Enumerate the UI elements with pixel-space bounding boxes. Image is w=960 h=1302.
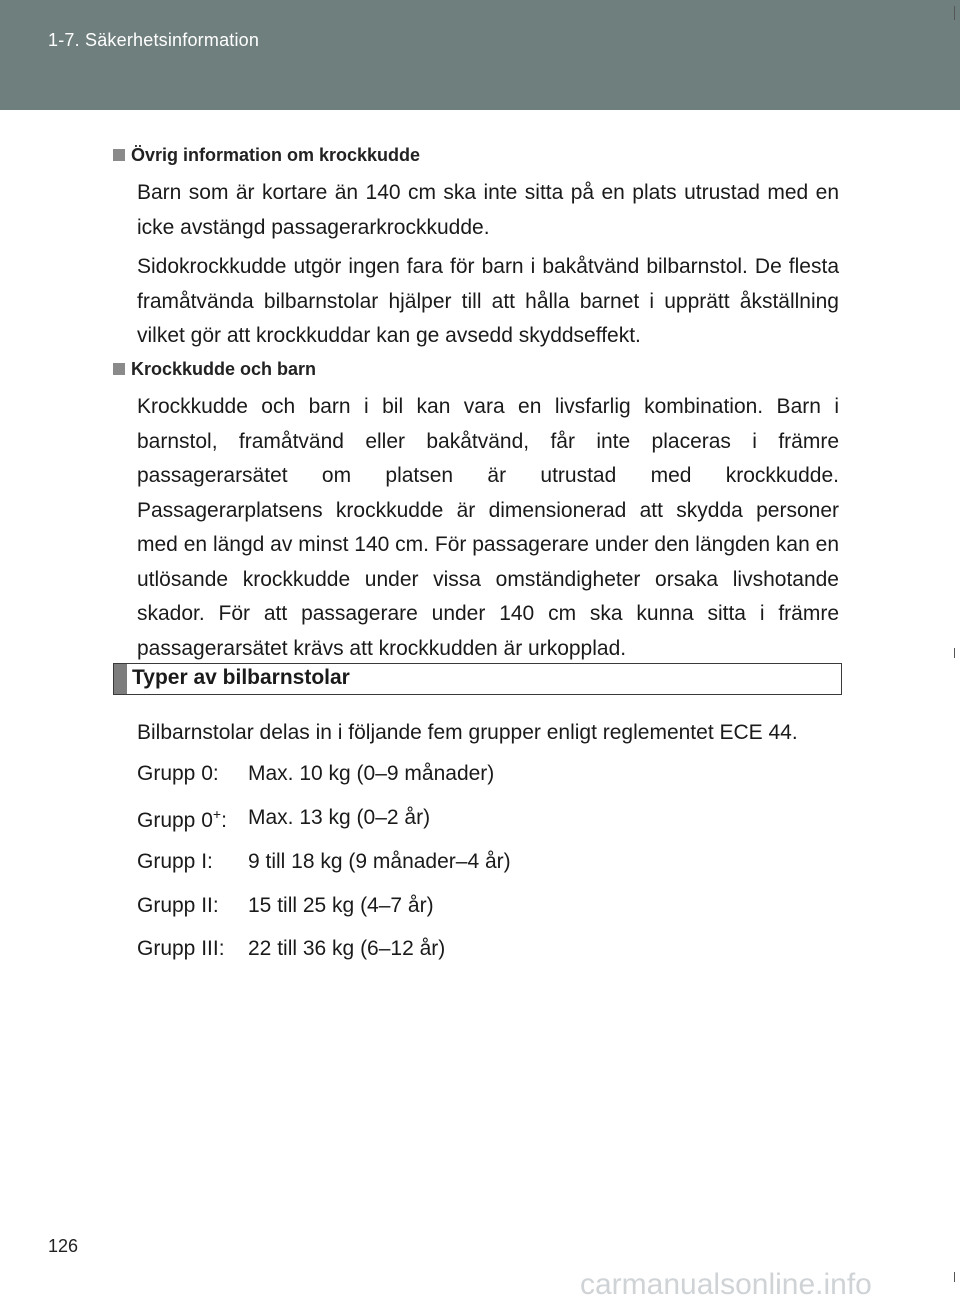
paragraph-short-children: Barn som är kortare än 140 cm ska inte sitta på en plats utrustad med en icke avstängd passagerarkrockkudde.	[137, 181, 839, 239]
crop-mark-top-right	[954, 6, 955, 20]
group-label-superscript: +	[212, 806, 222, 822]
header-band	[0, 0, 960, 110]
section-title: 1-7. Säkerhetsinformation	[48, 30, 260, 50]
paragraph-airbag-children-danger: Krockkudde och barn i bil kan vara en livsfarlig kombination. Barn i barnstol, framåtvänd eller bakåtvänd, får inte placeras i främre passagerarsätet om platsen är utrustad med krockkudde. Passagerarplatsens krockkudde är dimensionerad att skydda personer med en längd av minst 140 cm. För passagerare under den längden kan en utlösande krockkudde under vissa omständigheter orsaka livshotande skador. För att passagerare under 140 cm ska kunna sitta i främre passagerarsätet krävs att krockkudden är urkopplad.	[137, 395, 839, 660]
crop-mark-mid-right	[954, 648, 955, 658]
subheading-airbag-and-children	[113, 359, 316, 380]
subheading-text: Övrig information om krockkudde	[131, 145, 421, 165]
group-label: Grupp I:	[137, 850, 213, 873]
group-value: 22 till 36 kg (6–12 år)	[248, 937, 446, 960]
square-bullet-icon	[113, 149, 125, 161]
subheading-other-airbag-info	[113, 145, 420, 166]
group-label: Grupp 0:	[137, 762, 219, 785]
group-label: Grupp III:	[137, 937, 225, 960]
paragraph-seat-groups-intro: Bilbarnstolar delas in i följande fem grupper enligt reglementet ECE 44.	[137, 721, 798, 744]
group-label: Grupp II:	[137, 894, 219, 917]
group-label: Grupp 0+:	[137, 806, 227, 832]
section-heading-bar	[114, 664, 127, 694]
page-number: 126	[48, 1236, 79, 1256]
group-value: Max. 13 kg (0–2 år)	[248, 806, 431, 829]
section-heading-title: Typer av bilbarnstolar	[132, 666, 350, 689]
paragraph-side-airbag: Sidokrockkudde utgör ingen fara för barn i bakåtvänd bilbarnstol. De flesta framåtvända bilbarnstolar hjälper till att hålla barnet i upprätt åkställning vilket gör att krockkuddar kan ge avsedd skyddseffekt.	[137, 255, 839, 347]
group-value: 9 till 18 kg (9 månader–4 år)	[248, 850, 511, 873]
subheading-text: Krockkudde och barn	[131, 359, 317, 379]
section-heading-box	[113, 663, 842, 695]
crop-mark-bottom-right	[954, 1272, 955, 1282]
group-value: Max. 10 kg (0–9 månader)	[248, 762, 495, 785]
watermark: carmanualsonline.info	[580, 1268, 872, 1301]
group-value: 15 till 25 kg (4–7 år)	[248, 894, 434, 917]
square-bullet-icon	[113, 363, 125, 375]
